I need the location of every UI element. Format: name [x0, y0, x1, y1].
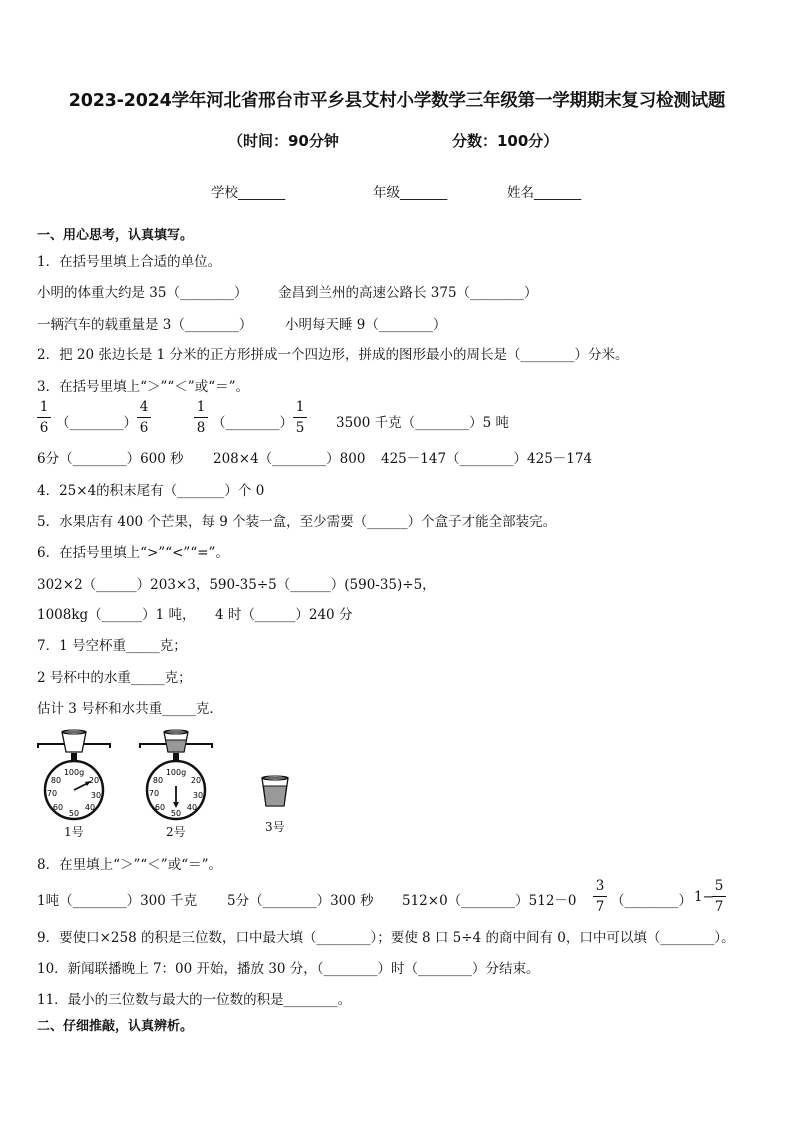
- scale-tick-30: 30: [192, 791, 204, 800]
- question-7b: 2 号杯中的水重_____克；: [37, 670, 192, 686]
- scale-tick-40: 40: [84, 803, 96, 812]
- scale-tick-70: 70: [148, 789, 160, 798]
- question-6c: 4 时（______）240 分: [215, 607, 353, 623]
- scale-tick-80: 80: [152, 776, 164, 785]
- school-field: 学校_______: [211, 185, 286, 201]
- fraction-3-7: 3 7: [593, 878, 607, 915]
- cup-1-label: 1号: [64, 825, 84, 839]
- question-8c: 512×0（________）512－0: [402, 893, 577, 909]
- question-6b: 1008kg（______）1 吨，: [37, 607, 196, 623]
- cup-3-label: 3号: [265, 820, 285, 834]
- question-5: 5．水果店有 400 个芒果，每 9 个装一盒，至少需要（______）个盒子才能全部装完。: [37, 514, 557, 530]
- question-11: 11．最小的三位数与最大的一位数的积是________。: [37, 992, 352, 1008]
- scale-tick-50: 50: [68, 809, 80, 818]
- question-1a: 小明的体重大约是 35（________）: [37, 285, 248, 301]
- cup-2-label: 2号: [166, 825, 186, 839]
- scale-1-illustration: [36, 726, 112, 826]
- question-1c: 一辆汽车的载重量是 3（________）: [37, 317, 253, 333]
- scale-2-illustration: [138, 726, 214, 826]
- page-title: 2023-2024学年河北省邢台市平乡县艾村小学数学三年级第一学期期末复习检测试题: [68, 91, 726, 111]
- scale-tick-50: 50: [170, 809, 182, 818]
- scale-tick-100g: 100g: [165, 768, 187, 777]
- question-3e: 208×4（________）800: [213, 451, 366, 467]
- fraction-4-6: 4 6: [137, 399, 151, 436]
- scale-tick-60: 60: [52, 803, 64, 812]
- scale-tick-20: 20: [88, 776, 100, 785]
- scale-tick-70: 70: [46, 789, 58, 798]
- question-6a: 302×2（______）203×3，590-35÷5（______）(590-35)÷5，: [37, 577, 436, 593]
- exam-time: （时间：90分钟: [228, 132, 339, 150]
- fraction-1-5: 1 5: [293, 399, 307, 436]
- question-2: 2．把 20 张边长是 1 分米的正方形拼成一个四边形，拼成的图形最小的周长是（________）分米。: [37, 347, 629, 363]
- question-8b: 5分（________）300 秒: [227, 893, 374, 909]
- scale-tick-30: 30: [90, 791, 102, 800]
- exam-score: 分数：100分）: [452, 132, 559, 150]
- question-7c: 估计 3 号杯和水共重_____克．: [37, 701, 223, 717]
- scale-tick-100g: 100g: [63, 768, 85, 777]
- scale-tick-80: 80: [50, 776, 62, 785]
- question-7a: 7．1 号空杯重_____克；: [37, 638, 187, 654]
- one-minus: 1−: [694, 889, 714, 905]
- fraction-1-8: 1 8: [194, 399, 208, 436]
- grade-field: 年级_______: [373, 185, 448, 201]
- question-1: 1．在括号里填上合适的单位。: [37, 254, 222, 270]
- name-field: 姓名_______: [507, 185, 582, 201]
- question-1b: 金昌到兰州的高速公路长 375（________）: [278, 285, 538, 301]
- answer-blank[interactable]: （________）: [56, 415, 137, 431]
- scale-tick-20: 20: [190, 776, 202, 785]
- question-4: 4．25×4的积末尾有（_______）个 0: [37, 483, 265, 499]
- question-6: 6．在括号里填上“>”“<”“=”。: [37, 545, 229, 561]
- cup-3-illustration: [258, 774, 292, 810]
- question-8: 8．在里填上“＞”“＜”或“＝”。: [37, 857, 222, 873]
- fraction-1-6: 1 6: [37, 399, 51, 436]
- answer-blank[interactable]: （________）: [611, 893, 692, 909]
- question-3: 3．在括号里填上“＞”“＜”或“＝”。: [37, 379, 249, 395]
- section-1-heading: 一、用心思考，认真填写。: [37, 228, 194, 243]
- fraction-5-7: 5 7: [712, 878, 726, 915]
- scale-tick-60: 60: [154, 803, 166, 812]
- answer-blank[interactable]: （________）: [212, 415, 293, 431]
- question-1d: 小明每天睡 9（________）: [285, 317, 447, 333]
- question-3d: 6分（________）600 秒: [37, 451, 184, 467]
- question-8a: 1吨（________）300 千克: [37, 893, 198, 909]
- question-3c: 3500 千克（________）5 吨: [336, 415, 510, 431]
- question-9: 9．要使口×258 的积是三位数，口中最大填（________）；要使 8 口 5÷4 的商中间有 0，口中可以填（________）。: [37, 930, 735, 946]
- scale-tick-40: 40: [186, 803, 198, 812]
- question-3f: 425－147（________）425－174: [381, 451, 593, 467]
- question-10: 10．新闻联播晚上 7：00 开始，播放 30 分，（________）时（________）分结束。: [37, 961, 540, 977]
- section-2-heading: 二、仔细推敲，认真辨析。: [37, 1019, 194, 1034]
